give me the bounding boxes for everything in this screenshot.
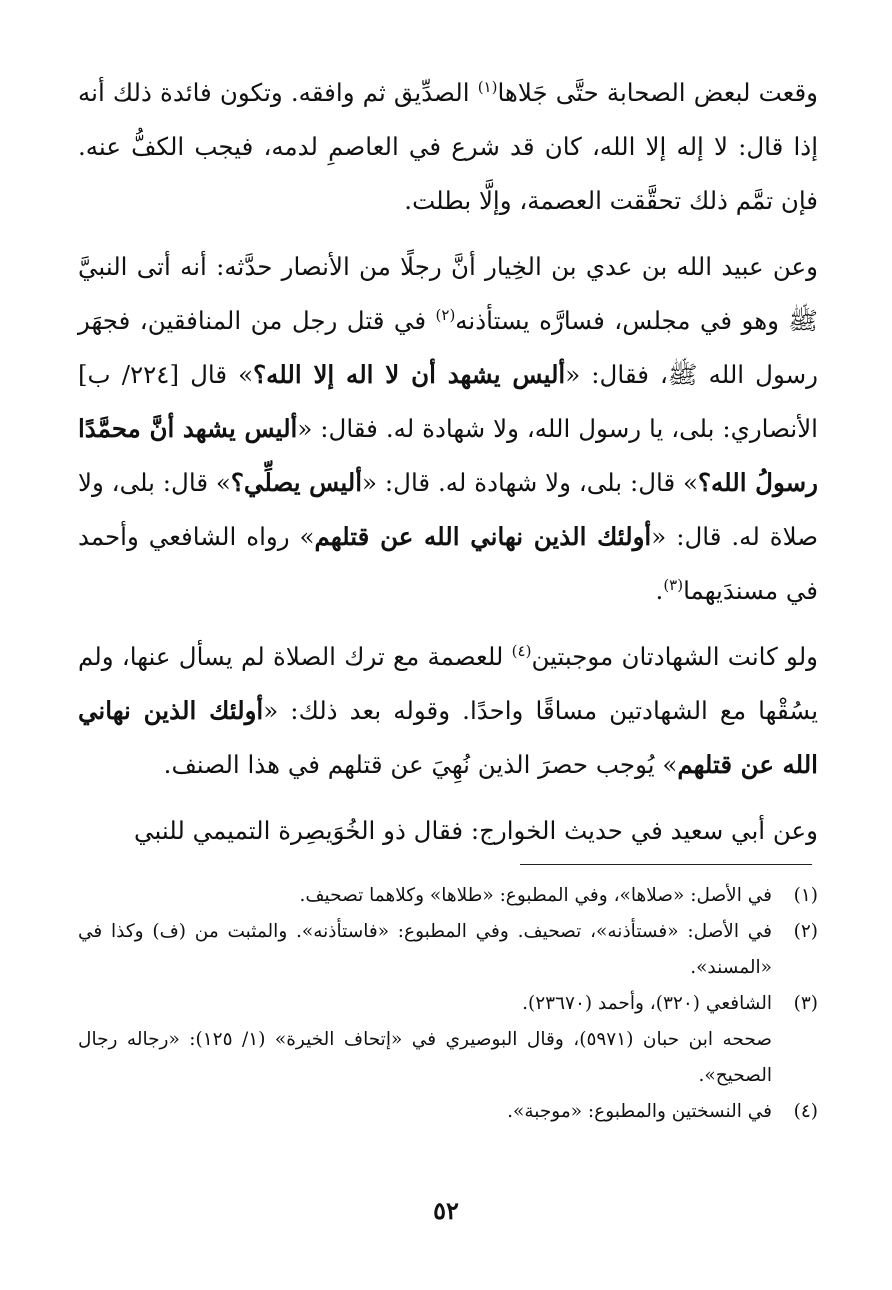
quoted-hadith: أليس يصلِّي؟ [230,468,363,497]
text-run: ولو كانت الشهادتان موجبتين [531,642,818,671]
footnote-text: في الأصل: «صلاها»، وفي المطبوع: «طلاها» وكلاهما تصحيف. [299,885,772,906]
footnote-marker: (٢) [435,305,456,324]
quoted-hadith: أليس يشهد أنَّ محمَّدًا رسولُ الله؟ [78,414,818,497]
text-run: » قال: بلى، ولا شهادة له. قال: « [362,468,699,497]
paragraph [78,240,818,618]
text-run: » رواه الشافعي وأحمد في مسندَيهما [78,522,818,605]
quoted-hadith: أولئك الذين نهاني الله عن قتلهم [314,522,652,551]
text-run: » قال [٢٢٤/ ب] الأنصاري: بلى، يا رسول الله، ولا شهادة له. فقال: « [78,360,818,443]
footnote-text: في النسختين والمطبوع: «موجبة». [507,1101,772,1122]
footnote-number [772,1022,818,1094]
footnote [78,914,818,986]
text-run: » يُوجب حصرَ الذين نُهِيَ عن قتلهم في هذا الصنف. [163,750,678,779]
footnote-separator [520,864,812,865]
paragraph [78,804,818,858]
text-run: للعصمة مع ترك الصلاة لم يسأل عنها، ولم يسُقْها مع الشهادتين مساقًا واحدًا. وقوله بعد ذلك: « [78,642,819,725]
text-run: . [655,576,664,605]
footnote-marker: (١) [477,77,498,96]
footnote-number: (٢) [793,921,818,942]
footnote-text: صححه ابن حبان (٥٩٧١)، وقال البوصيري في «إتحاف الخيرة» (١/ ١٢٥): «رجاله رجال الصحيح». [78,1029,772,1086]
text-run: وقعت لبعض الصحابة حتَّى جَلاها [497,78,818,107]
quoted-hadith: أليس يشهد أن لا اله إلا الله؟ [253,360,566,389]
page-number: ٥٢ [433,1196,459,1225]
footnote [78,878,818,914]
quoted-hadith: أولئك الذين نهاني الله عن قتلهم [78,696,818,779]
paragraph [78,630,818,792]
footnote [78,986,818,1022]
text-run: وعن عبيد الله بن عدي بن الخِيار أنَّ رجلًا من الأنصار حدَّثه: أنه أتى النبيَّ ﷺ وهو في مجلس، فسارَّه يستأذنه [78,252,818,335]
footnote-text: في الأصل: «فستأذنه»، تصحيف. وفي المطبوع: «فاستأذنه». والمثبت من (ف) وكذا في «المسند». [78,921,772,978]
main-text [78,66,818,870]
text-run: » قال: بلى، ولا صلاة له. قال: « [78,468,819,551]
footnote-number: (٤) [793,1101,818,1122]
footnote-number: (١) [793,885,818,906]
footnote [78,1094,818,1130]
text-run: الصدِّيق ثم وافقه. وتكون فائدة ذلك أنه إذا قال: لا إله إلا الله، كان قد شرع في العاصمِ لدمه، فيجب الكفُّ عنه. فإن تمَّم ذلك تحقَّقت العصمة، وإلَّا بطلت. [78,78,818,215]
footnotes [78,878,818,1130]
footnote-marker: (٣) [663,575,684,594]
paragraph [78,66,818,228]
footnote-number: (٣) [793,993,818,1014]
footnote-marker: (٤) [511,641,532,660]
footnote-text: الشافعي (٣٢٠)، وأحمد (٢٣٦٧٠). [522,993,772,1014]
text-run: في قتل رجل من المنافقين، فجهَر رسول الله ﷺ، فقال: « [78,306,818,389]
text-run: وعن أبي سعيد في حديث الخوارج: فقال ذو الخُوَيصِرة التميمي للنبي [134,816,818,845]
footnote [78,1022,818,1094]
